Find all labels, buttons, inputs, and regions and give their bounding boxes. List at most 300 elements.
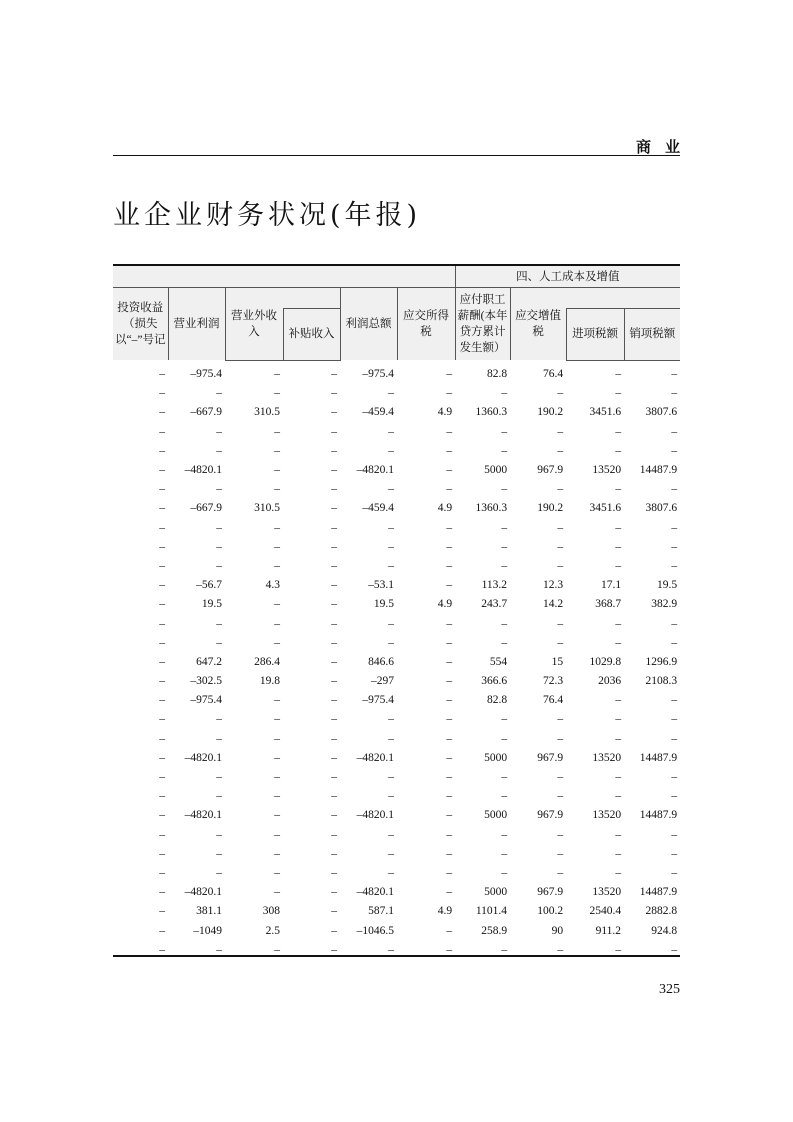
table-cell: – <box>671 866 678 879</box>
table-cell: –302.5 <box>190 675 222 688</box>
table-cell: 5000 <box>484 809 508 822</box>
table-cell: – <box>615 368 622 381</box>
table-cell: – <box>159 502 165 515</box>
table-cell: – <box>671 387 678 400</box>
table-cell: – <box>446 713 453 726</box>
table-cell: – <box>274 368 280 381</box>
table-cell: – <box>331 464 337 477</box>
table-cell: – <box>615 387 622 400</box>
table-cell: – <box>557 425 564 438</box>
table-cell: 310.5 <box>254 502 280 515</box>
page-title: 业企业财务状况(年报) <box>113 200 422 231</box>
table-cell: – <box>388 713 394 726</box>
table-cell: 190.2 <box>537 502 564 515</box>
col-header-output-tax: 销项税额 <box>624 309 680 361</box>
table-cell: – <box>331 790 337 803</box>
table-row <box>113 556 680 575</box>
table-cell: 14487.9 <box>639 809 678 822</box>
table-cell: 72.3 <box>542 675 564 688</box>
table-cell: 19.5 <box>373 598 394 611</box>
table-row <box>113 499 680 518</box>
table-cell: 366.6 <box>481 675 508 688</box>
table-cell: 19.5 <box>201 598 222 611</box>
group-header: 四、人工成本及增值 <box>455 265 680 288</box>
table-cell: – <box>274 790 280 803</box>
table-cell: 2036 <box>598 675 622 688</box>
table-cell: – <box>388 444 394 457</box>
table-cell: – <box>388 559 394 572</box>
table-cell: 382.9 <box>651 598 678 611</box>
table-cell: – <box>274 886 280 899</box>
table-cell: – <box>615 866 622 879</box>
table-cell: – <box>216 617 222 630</box>
table-cell: – <box>274 694 280 707</box>
table-cell: – <box>446 464 453 477</box>
table-cell: – <box>274 464 280 477</box>
table-cell: – <box>159 617 165 630</box>
table-cell: – <box>216 387 222 400</box>
table-cell: 3807.6 <box>645 406 678 419</box>
table-row <box>113 672 680 691</box>
table-cell: 310.5 <box>254 406 280 419</box>
table-cell: –4820.1 <box>356 464 394 477</box>
table-cell: – <box>501 636 508 649</box>
table-cell: – <box>331 675 337 688</box>
table-cell: – <box>615 713 622 726</box>
col-header-blank <box>283 288 340 309</box>
table-cell: 243.7 <box>481 598 508 611</box>
table-cell: 100.2 <box>537 905 564 918</box>
table-cell: – <box>331 809 337 822</box>
table-cell: – <box>331 598 337 611</box>
table-cell: – <box>331 924 337 937</box>
table-cell: –4820.1 <box>184 809 222 822</box>
table-cell: – <box>274 636 280 649</box>
table-row <box>113 537 680 556</box>
table-cell: – <box>274 828 280 841</box>
table-cell: – <box>331 905 337 918</box>
table-cell: – <box>216 636 222 649</box>
table-row <box>113 691 680 710</box>
table-cell: – <box>216 521 222 534</box>
table-row <box>113 787 680 806</box>
table-cell: – <box>446 886 453 899</box>
table-cell: – <box>159 943 165 956</box>
table-cell: – <box>615 847 622 860</box>
table-cell: – <box>615 828 622 841</box>
table-cell: – <box>446 809 453 822</box>
table-cell: – <box>331 886 337 899</box>
page-number: 325 <box>659 982 680 997</box>
table-cell: – <box>216 540 222 553</box>
table-row <box>113 902 680 921</box>
table-cell: – <box>615 521 622 534</box>
table-cell: 1101.4 <box>475 905 508 918</box>
table-cell: – <box>446 521 453 534</box>
table-row <box>113 652 680 671</box>
col-header-blank <box>566 288 680 309</box>
table-cell: – <box>274 732 280 745</box>
col-header-investment-income: 投资收益（损失以“–”号记 <box>113 288 168 361</box>
header-blank <box>113 265 455 288</box>
table-cell: – <box>331 444 337 457</box>
table-cell: – <box>446 483 453 496</box>
table-cell: – <box>388 847 394 860</box>
table-cell: – <box>159 847 165 860</box>
table-cell: 1360.3 <box>475 502 508 515</box>
table-cell: – <box>615 444 622 457</box>
table-cell: – <box>274 713 280 726</box>
table-cell: – <box>216 425 222 438</box>
table-cell: –53.1 <box>368 579 394 592</box>
table-row <box>113 595 680 614</box>
table-cell: – <box>159 886 165 899</box>
table-cell: – <box>557 732 564 745</box>
running-header: 商业 <box>635 138 694 156</box>
table-cell: 17.1 <box>600 579 622 592</box>
table-cell: – <box>557 444 564 457</box>
table-body <box>113 360 680 959</box>
col-header-operating-profit: 营业利润 <box>168 288 225 361</box>
table-cell: – <box>446 732 453 745</box>
table-cell: – <box>501 771 508 784</box>
table-cell: – <box>216 559 222 572</box>
table-cell: – <box>159 540 165 553</box>
table-cell: 3451.6 <box>589 502 622 515</box>
table-cell: – <box>446 675 453 688</box>
table-cell: – <box>331 828 337 841</box>
table-cell: –667.9 <box>190 502 222 515</box>
table-row <box>113 441 680 460</box>
table-cell: 76.4 <box>542 694 564 707</box>
table-bottom-rule <box>113 955 680 957</box>
table-cell: 4.9 <box>437 598 453 611</box>
table-row <box>113 422 680 441</box>
table-cell: – <box>388 387 394 400</box>
table-cell: – <box>671 771 678 784</box>
table-cell: –667.9 <box>190 406 222 419</box>
table-cell: – <box>557 521 564 534</box>
table-cell: – <box>671 521 678 534</box>
table-row <box>113 403 680 422</box>
table-row <box>113 767 680 786</box>
table-cell: 82.8 <box>486 694 508 707</box>
table-cell: – <box>446 694 453 707</box>
table-row <box>113 844 680 863</box>
table-cell: 15 <box>551 655 564 668</box>
table-cell: – <box>159 425 165 438</box>
table-cell: 4.9 <box>437 502 453 515</box>
table-cell: 82.8 <box>486 367 508 380</box>
table-cell: – <box>501 425 508 438</box>
table-cell: – <box>388 636 394 649</box>
table-cell: – <box>159 579 165 592</box>
table-cell: 13520 <box>592 751 622 764</box>
table-cell: 286.4 <box>254 655 280 668</box>
table-cell: – <box>446 444 453 457</box>
table-cell: 1296.9 <box>645 655 678 668</box>
table-cell: – <box>331 521 337 534</box>
table-cell: 554 <box>489 655 508 668</box>
table-cell: 19.8 <box>259 675 280 688</box>
table-cell: – <box>388 521 394 534</box>
table-cell: – <box>671 790 678 803</box>
table-cell: 846.6 <box>368 655 394 668</box>
table-cell: 13520 <box>592 464 622 477</box>
table-cell: – <box>501 732 508 745</box>
table-cell: – <box>159 751 165 764</box>
table-cell: – <box>501 521 508 534</box>
table-cell: – <box>615 694 622 707</box>
table-cell: – <box>331 502 337 515</box>
table-cell: – <box>274 943 280 956</box>
table-cell: 4.9 <box>437 905 453 918</box>
table-cell: – <box>615 425 622 438</box>
table-cell: – <box>615 732 622 745</box>
table-cell: – <box>615 483 622 496</box>
table-cell: 4.9 <box>437 406 453 419</box>
table-cell: –459.4 <box>362 406 394 419</box>
table-cell: – <box>501 828 508 841</box>
table-row <box>113 576 680 595</box>
table-cell: –4820.1 <box>356 809 394 822</box>
col-header-non-operating-income: 营业外收入 <box>225 288 283 361</box>
table-cell: 2540.4 <box>589 905 622 918</box>
table-cell: – <box>388 540 394 553</box>
table-cell: 1029.8 <box>589 655 622 668</box>
table-cell: – <box>331 866 337 879</box>
table-cell: – <box>671 425 678 438</box>
table-cell: – <box>331 943 337 956</box>
table-row <box>113 480 680 499</box>
table-cell: – <box>159 406 165 419</box>
table-cell: – <box>388 425 394 438</box>
table-row <box>113 518 680 537</box>
table-cell: – <box>331 559 337 572</box>
table-cell: – <box>446 540 453 553</box>
table-cell: 258.9 <box>481 924 508 937</box>
table-cell: 1360.3 <box>475 406 508 419</box>
table-cell: – <box>557 771 564 784</box>
table-cell: – <box>216 943 222 956</box>
table-cell: – <box>159 771 165 784</box>
table-cell: – <box>446 559 453 572</box>
col-header-payroll: 应付职工薪酬(本年贷方累计发生额） <box>455 288 510 361</box>
table-cell: – <box>501 444 508 457</box>
table-cell: – <box>671 368 678 381</box>
table-row <box>113 384 680 403</box>
table-cell: – <box>159 387 165 400</box>
table-cell: – <box>557 713 564 726</box>
table-row <box>113 806 680 825</box>
table-cell: – <box>615 790 622 803</box>
table-cell: – <box>671 617 678 630</box>
table-cell: – <box>159 559 165 572</box>
table-cell: – <box>274 809 280 822</box>
table-row <box>113 748 680 767</box>
table-cell: –975.4 <box>190 367 222 380</box>
table-cell: – <box>216 771 222 784</box>
table-cell: – <box>331 483 337 496</box>
table-cell: – <box>216 866 222 879</box>
table-cell: – <box>446 847 453 860</box>
table-cell: –4820.1 <box>356 751 394 764</box>
table-cell: 587.1 <box>368 905 394 918</box>
table-cell: – <box>159 521 165 534</box>
table-cell: – <box>216 444 222 457</box>
table-cell: 14.2 <box>542 598 564 611</box>
table-cell: – <box>388 732 394 745</box>
table-cell: – <box>615 943 622 956</box>
table-cell: – <box>446 367 453 380</box>
table-cell: 14487.9 <box>639 886 678 899</box>
table-cell: – <box>557 617 564 630</box>
table-cell: – <box>671 636 678 649</box>
table-cell: – <box>388 828 394 841</box>
table-cell: – <box>446 790 453 803</box>
table-cell: 19.5 <box>656 579 678 592</box>
table-cell: – <box>557 847 564 860</box>
table-cell: – <box>159 924 165 937</box>
table-row <box>113 360 680 384</box>
table-cell: – <box>331 655 337 668</box>
table-cell: 12.3 <box>542 579 564 592</box>
table-cell: – <box>557 828 564 841</box>
table-cell: – <box>388 790 394 803</box>
table-cell: 4.3 <box>265 579 280 592</box>
table-cell: – <box>501 540 508 553</box>
table-cell: – <box>615 771 622 784</box>
table-cell: – <box>446 425 453 438</box>
table-cell: – <box>501 713 508 726</box>
table-cell: – <box>446 617 453 630</box>
table-cell: – <box>159 367 165 380</box>
table-cell: 14487.9 <box>639 751 678 764</box>
table-cell: 5000 <box>484 751 508 764</box>
table-row <box>113 633 680 652</box>
table-cell: – <box>274 483 280 496</box>
table-cell: – <box>671 483 678 496</box>
col-header-subsidy-income: 补贴收入 <box>283 309 340 361</box>
table-cell: – <box>331 425 337 438</box>
table-cell: – <box>446 828 453 841</box>
table-cell: – <box>159 598 165 611</box>
table-cell: – <box>671 828 678 841</box>
table-cell: – <box>159 790 165 803</box>
table-cell: – <box>331 406 337 419</box>
col-header-input-tax: 进项税额 <box>566 309 624 361</box>
table-cell: –975.4 <box>362 694 394 707</box>
table-cell: – <box>557 540 564 553</box>
table-cell: – <box>388 483 394 496</box>
table-cell: 14487.9 <box>639 464 678 477</box>
table-cell: – <box>501 559 508 572</box>
table-cell: 924.8 <box>651 924 678 937</box>
table-cell: – <box>446 579 453 592</box>
table-cell: – <box>216 483 222 496</box>
table-cell: – <box>159 655 165 668</box>
table-cell: – <box>274 387 280 400</box>
table-cell: – <box>671 559 678 572</box>
table-cell: 2.5 <box>265 924 280 937</box>
table-cell: – <box>331 617 337 630</box>
table-cell: 967.9 <box>537 809 564 822</box>
header-rule <box>113 155 680 156</box>
col-header-vat: 应交增值税 <box>510 288 566 361</box>
table-cell: 90 <box>551 924 564 937</box>
table-cell: – <box>274 751 280 764</box>
table-cell: 5000 <box>484 886 508 899</box>
table-cell: – <box>331 713 337 726</box>
table-cell: – <box>331 540 337 553</box>
table-cell: –975.4 <box>190 694 222 707</box>
table-cell: – <box>501 483 508 496</box>
table-cell: – <box>331 579 337 592</box>
table-cell: – <box>557 559 564 572</box>
table-cell: – <box>671 943 678 956</box>
table-cell: – <box>615 540 622 553</box>
table-cell: – <box>159 713 165 726</box>
table-cell: 13520 <box>592 886 622 899</box>
table-cell: – <box>557 483 564 496</box>
table-cell: – <box>274 598 280 611</box>
table-cell: – <box>388 866 394 879</box>
table-cell: – <box>501 943 508 956</box>
table-cell: 76.4 <box>542 367 564 380</box>
table-cell: – <box>615 559 622 572</box>
table-cell: 3451.6 <box>589 406 622 419</box>
table-cell: 911.2 <box>595 924 622 937</box>
table-cell: – <box>159 905 165 918</box>
table-cell: – <box>274 425 280 438</box>
table-cell: 2882.8 <box>645 905 678 918</box>
table-cell: – <box>671 540 678 553</box>
table-cell: 967.9 <box>537 464 564 477</box>
table-cell: – <box>446 655 453 668</box>
table-cell: – <box>159 444 165 457</box>
table-cell: – <box>274 521 280 534</box>
table-cell: – <box>671 444 678 457</box>
table-cell: – <box>388 943 394 956</box>
table-cell: –4820.1 <box>184 751 222 764</box>
table-cell: –1046.5 <box>356 924 394 937</box>
table-cell: – <box>216 828 222 841</box>
table-cell: – <box>331 694 337 707</box>
table-cell: – <box>274 540 280 553</box>
table-cell: – <box>159 464 165 477</box>
table-cell: 381.1 <box>196 905 222 918</box>
table-cell: – <box>159 636 165 649</box>
table-cell: – <box>274 617 280 630</box>
table-cell: – <box>216 732 222 745</box>
table-cell: – <box>331 732 337 745</box>
table-cell: – <box>501 866 508 879</box>
table-cell: –56.7 <box>196 579 222 592</box>
table-cell: – <box>159 483 165 496</box>
table-cell: – <box>671 694 678 707</box>
table-row <box>113 883 680 902</box>
table-cell: 3807.6 <box>645 502 678 515</box>
table-row <box>113 614 680 633</box>
table-cell: – <box>216 847 222 860</box>
table-cell: – <box>557 866 564 879</box>
col-header-total-profit: 利润总额 <box>340 288 397 361</box>
table-cell: – <box>159 675 165 688</box>
table-cell: – <box>274 771 280 784</box>
table-row <box>113 460 680 479</box>
table-cell: 5000 <box>484 464 508 477</box>
table-cell: –4820.1 <box>356 886 394 899</box>
